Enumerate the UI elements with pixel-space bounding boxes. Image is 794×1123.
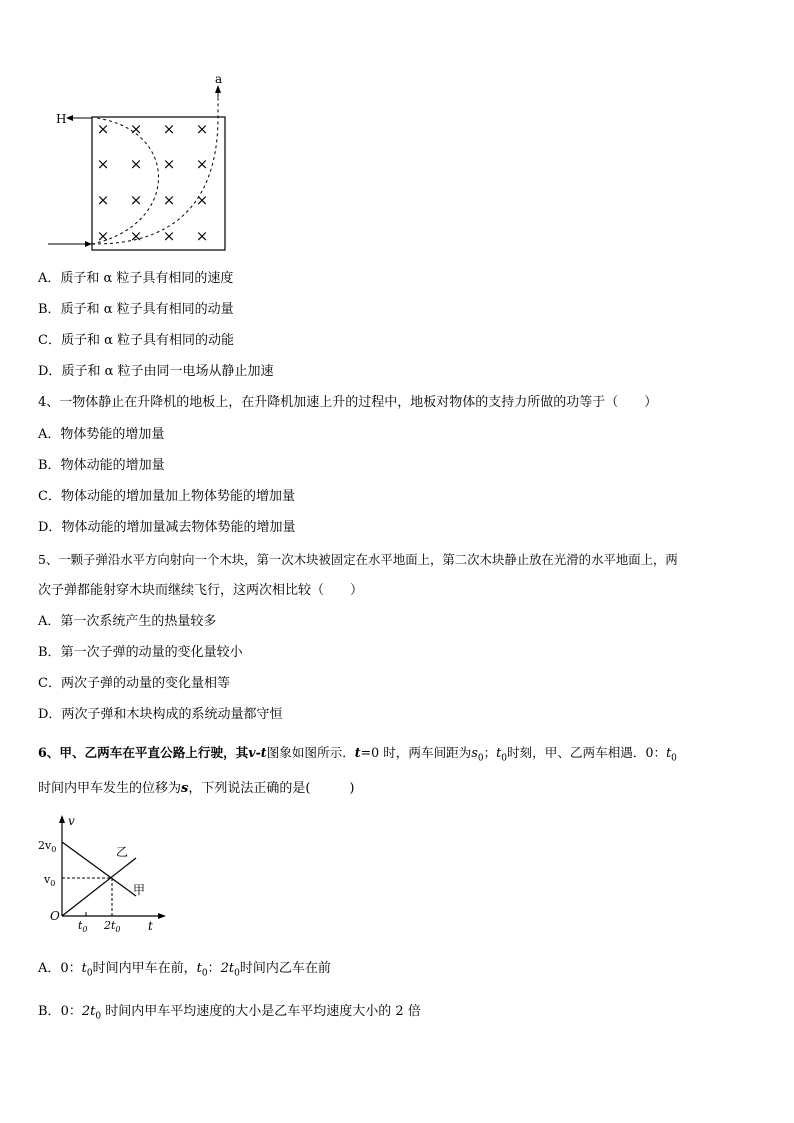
q5-option-a[interactable] [38, 613, 216, 631]
vt-graph [36, 812, 171, 937]
svg-text:×: × [195, 227, 209, 245]
q3-option-c[interactable] [38, 332, 234, 350]
option-text: 物体势能的增加量 [60, 427, 165, 442]
field-crosses [97, 120, 209, 245]
option-text: 质子和 α 粒子具有相同的速度 [60, 271, 234, 286]
option-text: 质子和 α 粒子具有相同的动能 [60, 333, 234, 348]
option-text: 两次子弹和木块构成的系统动量都守恒 [61, 707, 283, 722]
q4-option-a[interactable] [38, 426, 164, 444]
tick-v0: $v_0$ [44, 873, 56, 888]
option-letter: A． [38, 961, 61, 976]
option-letter: D． [38, 364, 62, 379]
q5-option-d[interactable] [38, 706, 282, 724]
q3-option-d[interactable] [38, 363, 273, 381]
svg-text:×: × [129, 191, 143, 209]
svg-text:×: × [195, 120, 209, 138]
option-letter: B． [38, 302, 61, 317]
option-text: 质子和 α 粒子由同一电场从静止加速 [61, 364, 274, 379]
option-letter: D． [38, 520, 62, 535]
svg-text:×: × [129, 227, 143, 245]
q4-option-d[interactable] [38, 519, 295, 537]
q5-stem-line2: 次子弹都能射穿木块而继续飞行，这两次相比较（ ） [38, 583, 364, 598]
option-text: 两次子弹的动量的变化量相等 [60, 676, 230, 691]
tick-t0: $t_0$ [78, 919, 88, 934]
option-letter: A． [38, 271, 61, 286]
svg-text:×: × [129, 120, 143, 138]
svg-text:×: × [96, 191, 110, 209]
axis-v-label: v [68, 814, 75, 828]
origin-label: O [50, 909, 60, 923]
option-text: 物体动能的增加量减去物体势能的增加量 [61, 520, 296, 535]
label-yi: 乙 [116, 845, 129, 859]
option-letter: B． [38, 645, 61, 660]
q5-option-b[interactable] [38, 644, 243, 662]
option-text: 质子和 α 粒子具有相同的动量 [60, 302, 234, 317]
svg-text:×: × [162, 227, 176, 245]
line-yi [62, 858, 136, 916]
q6-stem-line1: 6、甲、乙两车在平直公路上行驶，其v-t图象如图所示．t=0 时，两车间距为$s_0$；$t_0$时刻，甲、乙两车相遇．0：$t_0$ [38, 745, 677, 764]
label-jia: 甲 [133, 883, 146, 897]
option-text: 物体动能的增加量 [60, 458, 165, 473]
svg-text:×: × [96, 227, 110, 245]
label-a: a [215, 75, 223, 86]
label-H: H [56, 112, 67, 126]
magnetic-field-figure [40, 75, 240, 260]
svg-text:×: × [195, 191, 209, 209]
svg-text:×: × [195, 155, 209, 173]
q4-stem: 4、一物体静止在升降机的地板上，在升降机加速上升的过程中，地板对物体的支持力所做的功等于（ ） [38, 395, 658, 410]
q4-option-b[interactable] [38, 457, 165, 475]
q3-option-a[interactable] [38, 270, 233, 288]
q4-option-c[interactable] [38, 488, 295, 506]
svg-text:×: × [162, 120, 176, 138]
svg-text:×: × [129, 155, 143, 173]
option-letter: B． [38, 458, 61, 473]
q3-option-b[interactable] [38, 301, 234, 319]
q6-option-b[interactable]: B．0：$2t_0$ 时间内甲车平均速度的大小是乙车平均速度大小的 2 倍 [38, 1004, 421, 1022]
tick-2t0: $2t_0$ [104, 919, 121, 934]
q5-option-c[interactable] [38, 675, 230, 693]
svg-text:×: × [96, 120, 110, 138]
option-letter: B． [38, 1004, 61, 1019]
svg-text:×: × [96, 155, 110, 173]
axis-t-label: t [148, 919, 153, 933]
option-letter: A． [38, 427, 61, 442]
q5-stem-line1: 5、一颗子弹沿水平方向射向一个木块，第一次木块被固定在水平地面上，第二次木块静止放在光滑的水平地面上，两 [38, 552, 678, 567]
q6-stem-line2: 时间内甲车发生的位移为s，下列说法正确的是( ) [38, 781, 355, 796]
option-text: 第一次子弹的动量的变化量较小 [60, 645, 243, 660]
option-text: 物体动能的增加量加上物体势能的增加量 [60, 489, 295, 504]
q6-option-a[interactable]: A．0：$t_0$时间内甲车在前，$t_0$：$2t_0$时间内乙车在前 [38, 961, 331, 979]
tick-2v0: $2v_0$ [38, 839, 57, 854]
option-letter: C． [38, 489, 61, 504]
svg-text:×: × [162, 155, 176, 173]
option-letter: C． [38, 333, 61, 348]
option-letter: D． [38, 707, 62, 722]
option-letter: C． [38, 676, 61, 691]
option-text: 第一次系统产生的热量较多 [60, 614, 217, 629]
option-letter: A． [38, 614, 61, 629]
svg-text:×: × [162, 191, 176, 209]
